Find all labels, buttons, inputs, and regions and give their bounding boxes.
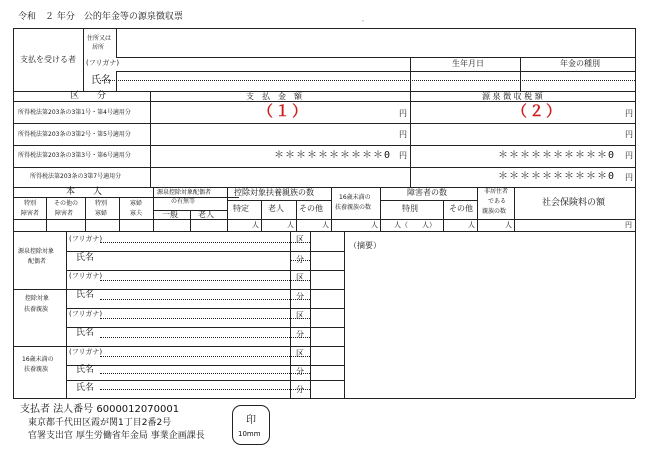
payer-address: 東京都千代田区霞が関1丁目2番2号 xyxy=(28,418,172,428)
recipient-label: 支払を受ける者 xyxy=(20,55,76,64)
special-disabled-label-2: 障害者 xyxy=(21,210,40,217)
row-label: 所得税法第203条の3第1号・第4号適用分 xyxy=(18,109,131,116)
yen-unit: 円 xyxy=(399,109,407,118)
yen-unit: 円 xyxy=(625,173,633,182)
category-header: 区 分 xyxy=(70,91,107,101)
bun-label: 分 xyxy=(296,385,304,394)
unit-person: 人 xyxy=(468,221,475,229)
bun-label: 分 xyxy=(296,292,304,301)
disabled-other: その他 xyxy=(449,204,473,213)
name-label: 氏名 xyxy=(76,365,95,375)
dependents-specific: 特定 xyxy=(233,204,249,213)
unit-person: 人 xyxy=(322,221,329,229)
remarks-label: （摘要） xyxy=(349,241,381,250)
yen-unit: 円 xyxy=(625,221,632,229)
spouse-elderly: 老人 xyxy=(198,210,214,219)
bun-label: 分 xyxy=(296,367,304,376)
group-label-2: 配偶者 xyxy=(28,258,47,265)
tax-header: 源 泉 徴 収 税 額 xyxy=(482,92,543,101)
name-label: 氏名 xyxy=(91,75,111,86)
seal-label: 印 xyxy=(246,415,256,426)
tax-marker: （２） xyxy=(512,102,564,120)
widower-label: 寡夫 xyxy=(130,210,143,217)
furigana-label: (フリガナ) xyxy=(69,272,103,280)
disabled-special: 特別 xyxy=(402,204,418,213)
unit-person-paren: 人（ 人） xyxy=(394,221,436,229)
name-label: 氏名 xyxy=(76,383,95,393)
amount-value: ＊＊＊＊＊＊＊＊＊＊0 xyxy=(274,150,392,161)
furigana-label: (フリガナ) xyxy=(69,310,103,318)
yen-unit: 円 xyxy=(399,151,407,160)
group-label: 源泉控除対象 xyxy=(18,248,55,255)
social-insurance-header: 社会保険料の額 xyxy=(542,198,606,208)
scan-mark: , xyxy=(362,16,364,23)
birthdate-label: 生年月日 xyxy=(452,59,484,68)
unit-person: 人 xyxy=(287,221,294,229)
group-label-2: 扶養親族 xyxy=(24,306,49,313)
row-label: 所得税法第203条の3第2号・第5号適用分 xyxy=(18,131,131,138)
dependents-elderly: 老人 xyxy=(268,204,284,213)
payer-name: 官署支出官 厚生労働省年金局 事業企画課長 xyxy=(28,431,205,441)
nonresident-header-2: である xyxy=(488,198,507,205)
bun-label: 分 xyxy=(296,255,304,264)
tax-value: ＊＊＊＊＊＊＊＊＊＊0 xyxy=(498,171,616,182)
furigana-label: (フリガナ) xyxy=(69,348,103,356)
amount-marker: （１） xyxy=(258,102,310,120)
yen-unit: 円 xyxy=(625,130,633,139)
payer-corp-number: 支払者 法人番号 6000012070001 xyxy=(20,404,180,415)
spouse-header-2: の有無等 xyxy=(171,198,196,205)
dependents-other: その他 xyxy=(299,204,323,213)
ku-label: 区 xyxy=(296,273,304,282)
seal-stamp xyxy=(232,405,270,445)
under16-header: 16歳未満の xyxy=(339,194,371,201)
dependents-header: 控除対象扶養親族の数 xyxy=(234,188,314,197)
seal-size-label: 10mm xyxy=(238,430,261,438)
form-title: 令和 ２ 年分 公的年金等の源泉徴収票 xyxy=(18,12,183,22)
under16-header-2: 扶養親族の数 xyxy=(335,204,372,211)
yen-unit: 円 xyxy=(399,130,407,139)
group-label: 控除対象 xyxy=(25,295,50,302)
unit-person: 人 xyxy=(505,221,512,229)
pension-type-label: 年金の種別 xyxy=(560,59,600,68)
special-widow-label: 特別 xyxy=(95,200,108,207)
row-label: 所得税法第203条の3第3号・第6号適用分 xyxy=(18,152,131,159)
name-label: 氏名 xyxy=(76,328,95,338)
unit-person: 人 xyxy=(252,221,259,229)
tax-value: ＊＊＊＊＊＊＊＊＊＊0 xyxy=(498,150,616,161)
unit-person: 人 xyxy=(371,221,378,229)
yen-unit: 円 xyxy=(625,109,633,118)
address-label: 住所又は xyxy=(87,35,112,42)
nonresident-header-3: 親族の数 xyxy=(482,208,507,215)
ku-label: 区 xyxy=(296,311,304,320)
nonresident-header: 非居住者 xyxy=(484,188,509,195)
amount-header: 支 払 金 額 xyxy=(246,92,302,101)
widow-label: 寡婦 xyxy=(130,200,143,207)
spouse-general: 一般 xyxy=(162,210,178,219)
group-label: 16歳未満の xyxy=(22,356,54,363)
special-disabled-label: 特別 xyxy=(24,200,37,207)
bun-label: 分 xyxy=(296,330,304,339)
group-label-2: 扶養親族 xyxy=(24,366,49,373)
spouse-header: 源泉控除対象配偶者 xyxy=(157,189,212,196)
special-widow-label-2: 寡婦 xyxy=(95,210,108,217)
other-disabled-label-2: 障害者 xyxy=(55,210,74,217)
name-label: 氏名 xyxy=(76,253,95,263)
disabled-count-header: 障害者の数 xyxy=(407,188,447,197)
row-label: 所得税法第203条の3第7号適用分 xyxy=(30,173,122,180)
ku-label: 区 xyxy=(296,235,304,244)
furigana-label: (フリガナ) xyxy=(86,59,120,67)
address-label-2: 居所 xyxy=(92,44,105,51)
ku-label: 区 xyxy=(296,349,304,358)
yen-unit: 円 xyxy=(625,151,633,160)
furigana-label: (フリガナ) xyxy=(69,235,103,243)
other-disabled-label: その他の xyxy=(54,200,79,207)
name-label: 氏名 xyxy=(76,290,95,300)
honnin-header: 本 人 xyxy=(66,187,103,197)
